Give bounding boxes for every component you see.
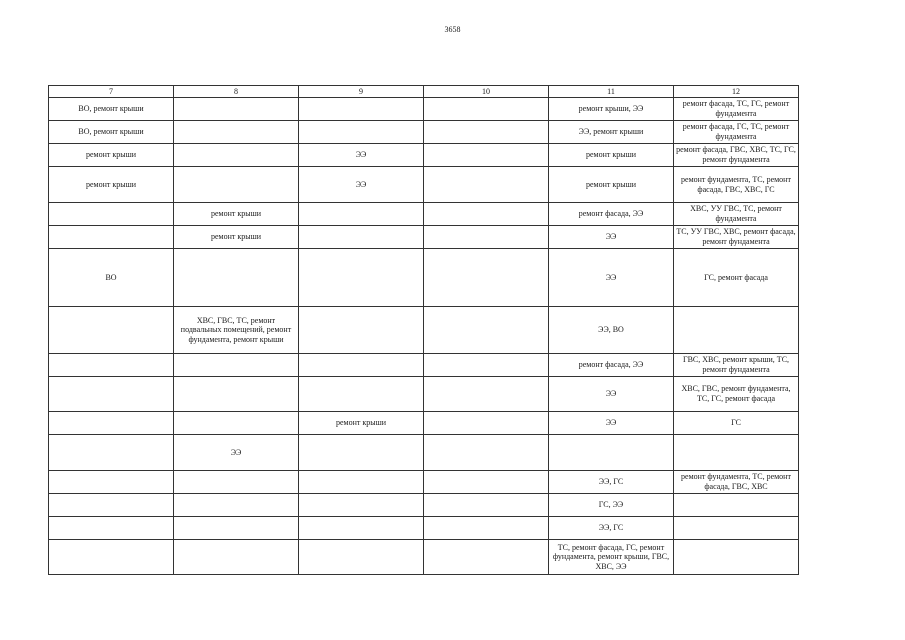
table-cell bbox=[299, 98, 424, 121]
table-row bbox=[49, 144, 799, 167]
table-cell bbox=[49, 517, 174, 540]
table-cell bbox=[299, 517, 424, 540]
table-cell bbox=[299, 307, 424, 354]
table-cell: ЭЭ, ремонт крыши bbox=[549, 121, 674, 144]
table-cell bbox=[424, 412, 549, 435]
table-cell: ремонт крыши bbox=[299, 412, 424, 435]
table-cell bbox=[174, 494, 299, 517]
table-cell: ХВС, ГВС, ремонт фундамента, ТС, ГС, ремонт фасада bbox=[674, 377, 799, 412]
table-row bbox=[49, 203, 799, 226]
table-cell: ремонт фасада, ТС, ГС, ремонт фундамента bbox=[674, 98, 799, 121]
table-row bbox=[49, 167, 799, 203]
table-cell bbox=[299, 121, 424, 144]
table-cell: ВО, ремонт крыши bbox=[49, 121, 174, 144]
table-cell: ЭЭ bbox=[549, 412, 674, 435]
table-cell bbox=[299, 377, 424, 412]
table-cell bbox=[424, 540, 549, 575]
table-cell bbox=[549, 435, 674, 471]
table-cell: ремонт фасада, ЭЭ bbox=[549, 203, 674, 226]
table-cell: ремонт фундамента, ТС, ремонт фасада, ГВС, ХВС bbox=[674, 471, 799, 494]
table-cell: ЭЭ bbox=[549, 226, 674, 249]
table-cell bbox=[49, 377, 174, 412]
table-cell bbox=[174, 167, 299, 203]
column-header: 11 bbox=[549, 86, 674, 98]
table-cell: ВО bbox=[49, 249, 174, 307]
table-row bbox=[49, 471, 799, 494]
table-cell: ремонт фасада, ГС, ТС, ремонт фундамента bbox=[674, 121, 799, 144]
table-row bbox=[49, 494, 799, 517]
column-header: 8 bbox=[174, 86, 299, 98]
table-cell bbox=[174, 354, 299, 377]
table-cell: ремонт крыши bbox=[49, 167, 174, 203]
table-cell bbox=[424, 226, 549, 249]
table-cell: ремонт крыши bbox=[549, 167, 674, 203]
table-row bbox=[49, 307, 799, 354]
table-cell bbox=[49, 307, 174, 354]
column-header: 7 bbox=[49, 86, 174, 98]
table-cell: ГВС, ХВС, ремонт крыши, ТС, ремонт фундамента bbox=[674, 354, 799, 377]
table-row bbox=[49, 354, 799, 377]
table-cell bbox=[299, 435, 424, 471]
table-cell: ремонт крыши bbox=[549, 144, 674, 167]
table-cell bbox=[424, 249, 549, 307]
table-cell bbox=[174, 98, 299, 121]
table-cell bbox=[299, 540, 424, 575]
table-cell bbox=[424, 167, 549, 203]
table-cell: ЭЭ, ГС bbox=[549, 471, 674, 494]
table-cell: ХВС, ГВС, ТС, ремонт подвальных помещений, ремонт фундамента, ремонт крыши bbox=[174, 307, 299, 354]
table-row bbox=[49, 517, 799, 540]
table-cell: ЭЭ bbox=[549, 377, 674, 412]
table-row bbox=[49, 226, 799, 249]
table-row bbox=[49, 121, 799, 144]
table-cell bbox=[49, 540, 174, 575]
table-cell bbox=[299, 249, 424, 307]
table-cell bbox=[49, 203, 174, 226]
table-row bbox=[49, 377, 799, 412]
table-cell: ГС bbox=[674, 412, 799, 435]
table-cell bbox=[299, 226, 424, 249]
table-cell bbox=[424, 98, 549, 121]
table-cell bbox=[674, 540, 799, 575]
table-cell bbox=[424, 307, 549, 354]
table-cell bbox=[174, 517, 299, 540]
table-cell: ремонт крыши bbox=[49, 144, 174, 167]
table-row bbox=[49, 540, 799, 575]
data-table bbox=[48, 85, 799, 575]
table-cell bbox=[424, 494, 549, 517]
table-cell bbox=[424, 517, 549, 540]
table-cell bbox=[424, 377, 549, 412]
table-cell bbox=[49, 471, 174, 494]
table-row bbox=[49, 412, 799, 435]
table-cell bbox=[424, 203, 549, 226]
table-cell bbox=[299, 354, 424, 377]
table-body bbox=[49, 98, 799, 575]
table-cell: ЭЭ bbox=[549, 249, 674, 307]
table-cell: ГС, ремонт фасада bbox=[674, 249, 799, 307]
table-cell bbox=[674, 517, 799, 540]
table-cell bbox=[674, 494, 799, 517]
table-cell bbox=[49, 354, 174, 377]
table-cell bbox=[49, 412, 174, 435]
table-cell bbox=[424, 435, 549, 471]
page-number: 3658 bbox=[444, 25, 461, 34]
table-cell bbox=[674, 307, 799, 354]
column-header: 12 bbox=[674, 86, 799, 98]
table-cell: ремонт фундамента, ТС, ремонт фасада, ГВС, ХВС, ГС bbox=[674, 167, 799, 203]
table-cell: ТС, УУ ГВС, ХВС, ремонт фасада, ремонт фундамента bbox=[674, 226, 799, 249]
table-cell bbox=[299, 494, 424, 517]
table-header-row bbox=[49, 86, 799, 98]
table-row bbox=[49, 435, 799, 471]
column-header: 9 bbox=[299, 86, 424, 98]
table-cell: ЭЭ, ВО bbox=[549, 307, 674, 354]
table-cell bbox=[49, 494, 174, 517]
table-cell: ХВС, УУ ГВС, ТС, ремонт фундамента bbox=[674, 203, 799, 226]
table-cell: ВО, ремонт крыши bbox=[49, 98, 174, 121]
table-cell bbox=[424, 121, 549, 144]
table-cell bbox=[674, 435, 799, 471]
table-cell: ЭЭ bbox=[299, 144, 424, 167]
table-cell: ремонт крыши bbox=[174, 203, 299, 226]
table-cell bbox=[424, 471, 549, 494]
column-header: 10 bbox=[424, 86, 549, 98]
table-cell: ремонт фасада, ГВС, ХВС, ТС, ГС, ремонт фундамента bbox=[674, 144, 799, 167]
table-cell bbox=[174, 144, 299, 167]
table-cell bbox=[424, 144, 549, 167]
table-cell bbox=[174, 540, 299, 575]
table-cell: ремонт крыши bbox=[174, 226, 299, 249]
table-cell: ТС, ремонт фасада, ГС, ремонт фундамента, ремонт крыши, ГВС, ХВС, ЭЭ bbox=[549, 540, 674, 575]
table-row bbox=[49, 249, 799, 307]
table-cell bbox=[49, 226, 174, 249]
table-cell bbox=[424, 354, 549, 377]
table-cell bbox=[299, 203, 424, 226]
table-cell bbox=[49, 435, 174, 471]
table-cell: ЭЭ, ГС bbox=[549, 517, 674, 540]
table-cell: ЭЭ bbox=[174, 435, 299, 471]
table-cell: ЭЭ bbox=[299, 167, 424, 203]
table-cell bbox=[174, 121, 299, 144]
table-cell: ГС, ЭЭ bbox=[549, 494, 674, 517]
table-cell bbox=[174, 377, 299, 412]
table-cell bbox=[174, 471, 299, 494]
table-cell bbox=[174, 249, 299, 307]
table-row bbox=[49, 98, 799, 121]
table-cell bbox=[299, 471, 424, 494]
table-cell: ремонт фасада, ЭЭ bbox=[549, 354, 674, 377]
table-cell bbox=[174, 412, 299, 435]
table-cell: ремонт крыши, ЭЭ bbox=[549, 98, 674, 121]
